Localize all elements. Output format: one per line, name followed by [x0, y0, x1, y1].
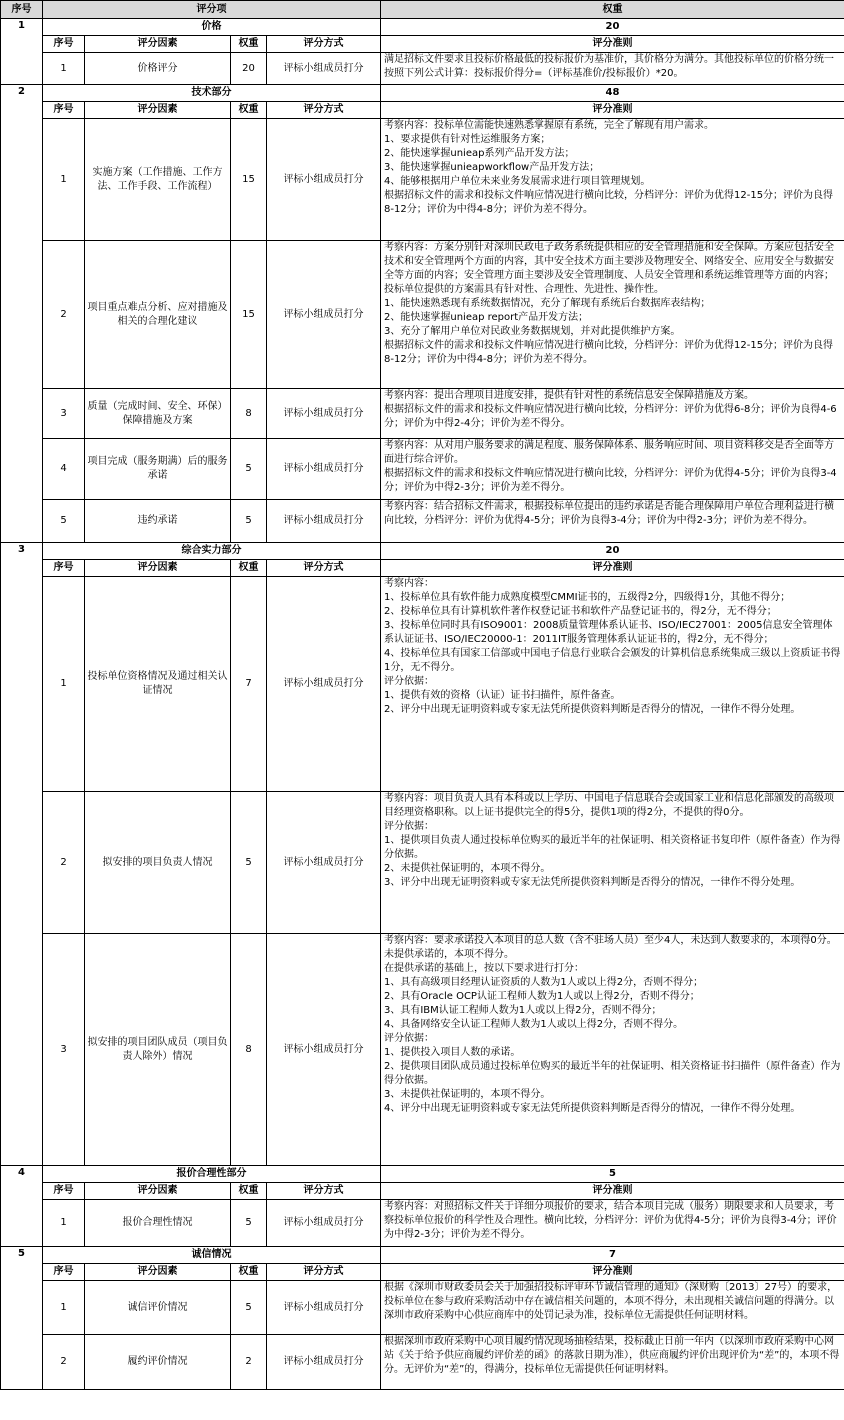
item-number: 2 [43, 1335, 85, 1390]
subheader-row [1, 560, 844, 577]
criteria-line: 满足招标文件要求且投标价格最低的投标报价为基准价，其价格分为满分。其他投标单位的价格分统一按照下列公式计算：投标报价得分=（评标基准价/投标报价）*20。 [384, 54, 834, 79]
item-method: 评标小组成员打分 [267, 1200, 381, 1247]
criteria-line: 1、要求提供有针对性运维服务方案； [384, 134, 551, 145]
item-criteria [381, 1200, 844, 1247]
item-method: 评标小组成员打分 [267, 389, 381, 439]
subheader-factor: 评分因素 [85, 36, 231, 53]
criteria-line: 1、投标单位具有软件能力成熟度模型CMMI证书的，五级得2分，四级得1分，其他不得分； [384, 592, 791, 603]
criteria-line: 3、投标单位同时具有ISO9001：2008质量管理体系认证书、ISO/IEC27001：2005信息安全管理体系认证证书、ISO/IEC20000-1：2011IT服务管理体系认证证书的，得2分，无不得分； [384, 620, 833, 645]
subheader-row [1, 1183, 844, 1200]
item-weight: 20 [231, 53, 267, 85]
subheader-criteria: 评分准则 [381, 102, 844, 119]
item-factor: 投标单位资格情况及通过相关认证情况 [85, 577, 231, 792]
section-number: 3 [1, 543, 43, 1166]
table-row [1, 1200, 844, 1247]
item-number: 1 [43, 1281, 85, 1335]
subheader-method: 评分方式 [267, 36, 381, 53]
criteria-line: 2、未提供社保证明的，本项不得分。 [384, 863, 551, 874]
item-method: 评标小组成员打分 [267, 500, 381, 543]
subheader-factor: 评分因素 [85, 560, 231, 577]
criteria-line: 考察内容：提出合理项目进度安排，提供有针对性的系统信息安全保障措施及方案。 [384, 390, 754, 401]
criteria-line: 3、评分中出现无证明资料或专家无法凭所提供资料判断是否得分的情况，一律作不得分处理。 [384, 877, 801, 888]
item-weight: 5 [231, 439, 267, 500]
criteria-line: 在提供承诺的基础上，按以下要求进行打分： [384, 963, 584, 974]
item-factor: 价格评分 [85, 53, 231, 85]
item-method: 评标小组成员打分 [267, 577, 381, 792]
item-weight: 15 [231, 119, 267, 241]
item-factor: 项目完成（服务期满）后的服务承诺 [85, 439, 231, 500]
subheader-method: 评分方式 [267, 1183, 381, 1200]
item-number: 5 [43, 500, 85, 543]
subheader-weight: 权重 [231, 36, 267, 53]
table-row [1, 439, 844, 500]
item-weight: 7 [231, 577, 267, 792]
table-row [1, 53, 844, 85]
item-criteria [381, 119, 844, 241]
criteria-line: 根据招标文件的需求和投标文件响应情况进行横向比较，分档评分：评价为优得12-15分；评价为良得8-12分；评价为中得4-8分；评价为差不得分。 [384, 190, 834, 215]
subheader-no: 序号 [43, 1264, 85, 1281]
item-criteria [381, 934, 844, 1166]
criteria-line: 考察内容：项目负责人具有本科或以上学历、中国电子信息联合会或国家工业和信息化部颁发的高级项目经理资格职称。以上证书提供完全的得5分，提供1项的得2分，不提供的得0分。 [384, 793, 834, 818]
item-factor: 拟安排的项目负责人情况 [85, 792, 231, 934]
table-row [1, 119, 844, 241]
table-header-row [1, 1, 844, 19]
header-weight: 权重 [381, 1, 844, 19]
criteria-line: 评分依据： [384, 821, 434, 832]
subheader-row [1, 102, 844, 119]
subheader-method: 评分方式 [267, 102, 381, 119]
item-factor: 报价合理性情况 [85, 1200, 231, 1247]
criteria-line: 考察内容：从对用户服务要求的满足程度、服务保障体系、服务响应时间、项目资料移交是否全面等方面进行综合评价。 [384, 440, 834, 465]
table-row [1, 1335, 844, 1390]
table-row [1, 389, 844, 439]
subheader-factor: 评分因素 [85, 102, 231, 119]
item-factor: 实施方案（工作措施、工作方法、工作手段、工作流程） [85, 119, 231, 241]
subheader-no: 序号 [43, 102, 85, 119]
criteria-line: 考察内容：方案分别针对深圳民政电子政务系统提供相应的安全管理措施和安全保障。方案应包括安全技术和安全管理两个方面的内容，其中安全技术方面主要涉及物理安全、网络安全、应用安全与数据安全等方面的内容；安全管理方面主要涉及安全管理制度、人员安全管理和系统运维管理等方面的内容；投标单位提供的方案需具有针对性、合理性、先进性、操作性。 [384, 242, 834, 295]
subheader-weight: 权重 [231, 102, 267, 119]
item-method: 评标小组成员打分 [267, 934, 381, 1166]
item-number: 4 [43, 439, 85, 500]
header-no: 序号 [1, 1, 43, 19]
item-criteria [381, 53, 844, 85]
item-factor: 违约承诺 [85, 500, 231, 543]
item-factor: 履约评价情况 [85, 1335, 231, 1390]
subheader-no: 序号 [43, 1183, 85, 1200]
item-criteria [381, 241, 844, 389]
item-number: 3 [43, 934, 85, 1166]
item-criteria [381, 439, 844, 500]
item-number: 2 [43, 792, 85, 934]
item-number: 2 [43, 241, 85, 389]
table-row [1, 1281, 844, 1335]
criteria-line: 3、能快速掌握unieapworkflow产品开发方法； [384, 162, 600, 173]
item-weight: 2 [231, 1335, 267, 1390]
section-title: 报价合理性部分 [43, 1166, 381, 1183]
criteria-line: 2、能快速掌握unieap系列产品开发方法； [384, 148, 575, 159]
section-row [1, 1166, 844, 1183]
criteria-line: 考察内容：投标单位需能快速熟悉掌握原有系统，完全了解现有用户需求。 [384, 120, 714, 131]
subheader-no: 序号 [43, 560, 85, 577]
table-row [1, 500, 844, 543]
item-weight: 8 [231, 389, 267, 439]
criteria-line: 1、能快速熟悉现有系统数据情况，充分了解现有系统后台数据库表结构； [384, 298, 711, 309]
subheader-criteria: 评分准则 [381, 1264, 844, 1281]
subheader-no: 序号 [43, 36, 85, 53]
criteria-line: 考察内容：对照招标文件关于详细分项报价的要求，结合本项目完成（服务）期限要求和人员要求，考察投标单位报价的科学性及合理性。横向比较，分档评分：评价为优得4-5分；评价为良得3-4分；评价为中得2-3分；评价为差不得分。 [384, 1201, 837, 1240]
section-row [1, 85, 844, 102]
header-item: 评分项 [43, 1, 381, 19]
subheader-criteria: 评分准则 [381, 36, 844, 53]
criteria-line: 2、提供项目团队成员通过投标单位购买的最近半年的社保证明、相关资格证书扫描件（原件备查）作为得分依据。 [384, 1061, 841, 1086]
item-number: 1 [43, 577, 85, 792]
subheader-criteria: 评分准则 [381, 560, 844, 577]
subheader-method: 评分方式 [267, 560, 381, 577]
section-row [1, 1247, 844, 1264]
criteria-line: 考察内容：结合招标文件需求，根据投标单位提出的违约承诺是否能合理保障用户单位合理利益进行横向比较，分档评分：评价为优得4-5分；评价为良得3-4分；评价为中得2-3分；评价为差不得分。 [384, 501, 834, 526]
subheader-row [1, 1264, 844, 1281]
criteria-line: 2、评分中出现无证明资料或专家无法凭所提供资料判断是否得分的情况，一律作不得分处理。 [384, 704, 801, 715]
section-number: 2 [1, 85, 43, 543]
item-weight: 15 [231, 241, 267, 389]
item-number: 1 [43, 119, 85, 241]
item-factor: 拟安排的项目团队成员（项目负责人除外）情况 [85, 934, 231, 1166]
section-weight: 48 [381, 85, 844, 102]
section-title: 技术部分 [43, 85, 381, 102]
item-weight: 5 [231, 792, 267, 934]
item-criteria [381, 389, 844, 439]
subheader-factor: 评分因素 [85, 1183, 231, 1200]
criteria-line: 根据深圳市政府采购中心项目履约情况现场抽检结果，投标截止日前一年内（以深圳市政府采购中心网站《关于给予供应商履约评价差的函》的落款日期为准），供应商履约评价出现评价为“差”的，本项不得分。无评价为“差”的，得满分，投标单位无需提供任何证明材料。 [384, 1336, 840, 1375]
item-factor: 诚信评价情况 [85, 1281, 231, 1335]
item-method: 评标小组成员打分 [267, 792, 381, 934]
table-row [1, 792, 844, 934]
criteria-line: 3、未提供社保证明的，本项不得分。 [384, 1089, 551, 1100]
section-title: 综合实力部分 [43, 543, 381, 560]
item-criteria [381, 500, 844, 543]
section-number: 1 [1, 19, 43, 85]
criteria-line: 评分依据： [384, 676, 434, 687]
item-criteria [381, 1281, 844, 1335]
subheader-weight: 权重 [231, 1183, 267, 1200]
criteria-line: 2、投标单位具有计算机软件著作权登记证书和软件产品登记证书的，得2分，无不得分； [384, 606, 777, 617]
criteria-line: 根据招标文件的需求和投标文件响应情况进行横向比较，分档评分：评价为优得12-15分；评价为良得8-12分；评价为中得4-8分；评价为差不得分。 [384, 340, 834, 365]
item-method: 评标小组成员打分 [267, 439, 381, 500]
item-method: 评标小组成员打分 [267, 53, 381, 85]
item-factor: 项目重点难点分析、应对措施及相关的合理化建议 [85, 241, 231, 389]
criteria-line: 考察内容： [384, 578, 434, 589]
criteria-line: 1、提供投入项目人数的承诺。 [384, 1047, 521, 1058]
criteria-line: 1、提供项目负责人通过投标单位购买的最近半年的社保证明、相关资格证书复印件（原件备查）作为得分依据。 [384, 835, 841, 860]
item-criteria [381, 792, 844, 934]
item-weight: 5 [231, 500, 267, 543]
subheader-weight: 权重 [231, 1264, 267, 1281]
subheader-method: 评分方式 [267, 1264, 381, 1281]
table-row [1, 241, 844, 389]
section-title: 价格 [43, 19, 381, 36]
criteria-line: 2、具有Oracle OCP认证工程师人数为1人或以上得2分，否则不得分； [384, 991, 700, 1002]
section-title: 诚信情况 [43, 1247, 381, 1264]
item-weight: 8 [231, 934, 267, 1166]
criteria-line: 根据《深圳市财政委员会关于加强招投标评审环节诚信管理的通知》（深财购〔2013〕27号）的要求，投标单位在参与政府采购活动中存在诚信相关问题的，本项不得分，未出现相关诚信问题的得满分。以深圳市政府采购中心供应商库中的处罚记录为准，投标单位无需提供任何证明材料。 [384, 1282, 838, 1321]
subheader-factor: 评分因素 [85, 1264, 231, 1281]
item-criteria [381, 577, 844, 792]
criteria-line: 4、评分中出现无证明资料或专家无法凭所提供资料判断是否得分的情况，一律作不得分处理。 [384, 1103, 801, 1114]
item-method: 评标小组成员打分 [267, 241, 381, 389]
item-method: 评标小组成员打分 [267, 1335, 381, 1390]
item-factor: 质量（完成时间、安全、环保）保障措施及方案 [85, 389, 231, 439]
item-number: 1 [43, 53, 85, 85]
criteria-line: 3、具有IBM认证工程师人数为1人或以上得2分，否则不得分； [384, 1005, 662, 1016]
section-weight: 5 [381, 1166, 844, 1183]
criteria-line: 考察内容：要求承诺投入本项目的总人数（含不驻场人员）至少4人，未达到人数要求的，本项得0分。未提供承诺的，本项不得分。 [384, 935, 837, 960]
criteria-line: 根据招标文件的需求和投标文件响应情况进行横向比较，分档评分：评价为优得4-5分；评价为良得3-4分；评价为中得2-3分；评价为差不得分。 [384, 468, 837, 493]
item-criteria [381, 1335, 844, 1390]
subheader-weight: 权重 [231, 560, 267, 577]
criteria-line: 4、能够根据用户单位未来业务发展需求进行项目管理规划。 [384, 176, 651, 187]
table-row [1, 577, 844, 792]
subheader-row [1, 36, 844, 53]
criteria-line: 3、充分了解用户单位对民政业务数据规划，并对此提供维护方案。 [384, 326, 681, 337]
item-weight: 5 [231, 1200, 267, 1247]
section-number: 5 [1, 1247, 43, 1390]
criteria-line: 根据招标文件的需求和投标文件响应情况进行横向比较，分档评分：评价为优得6-8分；评价为良得4-6分；评价为中得2-4分；评价为差不得分。 [384, 404, 837, 429]
criteria-line: 评分依据： [384, 1033, 434, 1044]
criteria-line: 1、提供有效的资格（认证）证书扫描件，原件备查。 [384, 690, 621, 701]
criteria-line: 4、具备网络安全认证工程师人数为1人或以上得2分，否则不得分。 [384, 1019, 684, 1030]
item-number: 1 [43, 1200, 85, 1247]
item-method: 评标小组成员打分 [267, 1281, 381, 1335]
item-number: 3 [43, 389, 85, 439]
item-method: 评标小组成员打分 [267, 119, 381, 241]
section-weight: 7 [381, 1247, 844, 1264]
criteria-line: 2、能快速掌握unieap report产品开发方法； [384, 312, 589, 323]
section-weight: 20 [381, 543, 844, 560]
criteria-line: 4、投标单位具有国家工信部或中国电子信息行业联合会颁发的计算机信息系统集成三级以上资质证书得1分，无不得分。 [384, 648, 841, 673]
criteria-line: 1、具有高级项目经理认证资质的人数为1人或以上得2分，否则不得分； [384, 977, 704, 988]
subheader-criteria: 评分准则 [381, 1183, 844, 1200]
table-row [1, 934, 844, 1166]
item-weight: 5 [231, 1281, 267, 1335]
section-number: 4 [1, 1166, 43, 1247]
section-row [1, 19, 844, 36]
section-row [1, 543, 844, 560]
section-weight: 20 [381, 19, 844, 36]
